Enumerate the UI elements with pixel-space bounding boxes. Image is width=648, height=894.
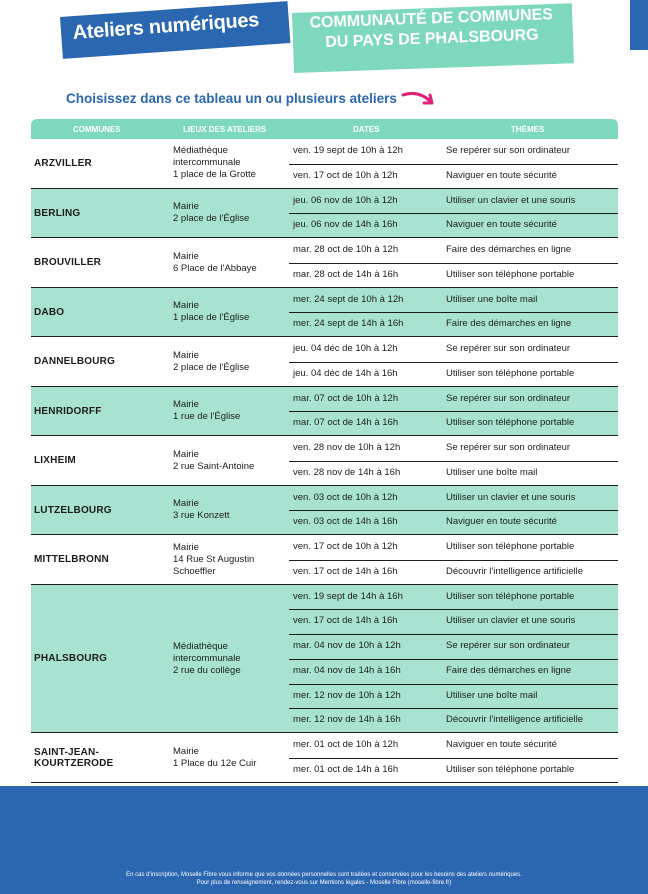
session-row: [289, 659, 618, 683]
session-row: [289, 387, 618, 411]
session-theme: Naviguer en toute sécurité: [446, 739, 557, 750]
session-row: [289, 733, 618, 757]
commune-name: [34, 288, 169, 338]
session-theme: Utiliser une boîte mail: [446, 466, 538, 478]
commune-name: [34, 535, 169, 585]
lieu-address: [173, 387, 293, 437]
session-date: ven. 17 oct de 14h à 16h: [293, 615, 398, 627]
session-theme: Se repérer sur son ordinateur: [446, 640, 571, 651]
lieu-label: Mairie 14 Rue St Augustin Schoeffler: [173, 541, 255, 577]
session-theme: Naviguer en toute sécurité: [446, 516, 557, 528]
lieu-address: [173, 535, 293, 585]
session-theme: Utiliser son téléphone portable: [446, 590, 575, 602]
session-date: ven. 03 oct de 14h à 16h: [293, 516, 398, 528]
session-theme: Découvrir l'intelligence artificielle: [446, 714, 583, 726]
commune-name: [34, 139, 169, 189]
commune-name: [34, 238, 169, 288]
table-row-group: [31, 486, 618, 536]
session-date: mar. 04 nov de 10h à 12h: [293, 640, 401, 651]
session-row: [289, 312, 618, 336]
session-row: [289, 461, 618, 485]
session-theme: Utiliser son téléphone portable: [446, 541, 575, 552]
session-date: ven. 28 nov de 14h à 16h: [293, 466, 401, 478]
lieu-label: Mairie 1 place de l'Église: [173, 300, 250, 324]
session-date: mar. 28 oct de 14h à 16h: [293, 268, 399, 280]
session-row: [289, 609, 618, 633]
session-theme: Utiliser un clavier et une souris: [446, 615, 576, 627]
session-date: mer. 12 nov de 14h à 16h: [293, 714, 401, 726]
commune-label: LUTZELBOURG: [34, 504, 112, 516]
session-row: [289, 510, 618, 534]
lieu-label: Mairie 1 rue de l'Église: [173, 399, 241, 423]
session-row: [289, 337, 618, 361]
session-date: ven. 17 oct de 10h à 12h: [293, 169, 398, 181]
commune-label: SAINT-JEAN- KOURTZERODE: [34, 746, 114, 769]
session-row: [289, 708, 618, 732]
session-theme: Faire des démarches en ligne: [446, 318, 572, 330]
commune-name: [34, 733, 169, 783]
session-date: mer. 01 oct de 10h à 12h: [293, 739, 399, 750]
commune-label: DANNELBOURG: [34, 356, 116, 368]
session-row: [289, 362, 618, 386]
session-theme: Utiliser un clavier et une souris: [446, 491, 576, 503]
lieu-address: [173, 139, 293, 189]
session-row: [289, 436, 618, 460]
table-row-group: [31, 189, 618, 239]
row-divider: [31, 782, 618, 783]
session-date: mer. 12 nov de 10h à 12h: [293, 689, 401, 701]
footer-notice: [40, 871, 608, 887]
session-theme: Utiliser une boîte mail: [446, 293, 538, 305]
lieu-label: Mairie 2 place de l'Église: [173, 349, 250, 373]
session-date: ven. 19 sept de 10h à 12h: [293, 145, 403, 156]
lieu-address: [173, 436, 293, 486]
session-theme: Faire des démarches en ligne: [446, 244, 572, 255]
commune-name: [34, 436, 169, 486]
session-date: mer. 01 oct de 14h à 16h: [293, 763, 399, 775]
session-theme: Utiliser une boîte mail: [446, 689, 538, 701]
session-row: [289, 560, 618, 584]
footer-line-1: En cas d'inscription, Moselle Fibre vous informe que vos données personnelles sont traitées et conservées pour les besoins des ateliers numériques.: [126, 872, 522, 878]
session-theme: Se repérer sur son ordinateur: [446, 145, 571, 156]
session-theme: Se repérer sur son ordinateur: [446, 343, 571, 354]
session-date: ven. 19 sept de 14h à 16h: [293, 590, 403, 602]
lieu-address: [173, 486, 293, 536]
session-row: [289, 411, 618, 435]
session-date: mer. 24 sept de 10h à 12h: [293, 293, 404, 305]
session-row: [289, 758, 618, 782]
lieu-label: Mairie 6 Place de l'Abbaye: [173, 250, 257, 274]
table-row-group: [31, 238, 618, 288]
table-row-group: [31, 139, 618, 189]
session-theme: Faire des démarches en ligne: [446, 664, 572, 676]
session-date: ven. 17 oct de 10h à 12h: [293, 541, 398, 552]
table-row-group: [31, 387, 618, 437]
session-date: ven. 17 oct de 14h à 16h: [293, 565, 398, 577]
lieu-label: Mairie 2 rue Saint-Antoine: [173, 448, 255, 472]
session-date: ven. 28 nov de 10h à 12h: [293, 442, 401, 453]
subtitle: Choisissez dans ce tableau un ou plusieurs ateliers: [66, 91, 397, 106]
commune-name: [34, 337, 169, 387]
session-date: mar. 04 nov de 14h à 16h: [293, 664, 401, 676]
commune-name: [34, 486, 169, 536]
session-date: jeu. 06 nov de 14h à 16h: [293, 219, 398, 231]
commune-label: BROUVILLER: [34, 257, 101, 269]
session-row: [289, 164, 618, 188]
col-header-lieux: LIEUX DES ATELIERS: [183, 125, 267, 134]
session-theme: Découvrir l'intelligence artificielle: [446, 565, 583, 577]
session-row: [289, 238, 618, 262]
commune-name: [34, 585, 169, 734]
col-header-themes: THÈMES: [511, 125, 545, 134]
session-row: [289, 535, 618, 559]
session-date: jeu. 04 déc de 14h à 16h: [293, 367, 398, 379]
lieu-address: [173, 288, 293, 338]
table-row-group: [31, 733, 618, 783]
session-row: [289, 213, 618, 237]
lieu-label: Mairie 2 place de l'Église: [173, 201, 250, 225]
commune-label: BERLING: [34, 207, 81, 219]
lieu-label: Médiathèque intercommunale 1 place de la Grotte: [173, 145, 256, 180]
session-theme: Utiliser son téléphone portable: [446, 763, 575, 775]
session-theme: Utiliser son téléphone portable: [446, 268, 575, 280]
commune-label: DABO: [34, 306, 65, 318]
session-date: mer. 24 sept de 14h à 16h: [293, 318, 404, 330]
col-header-dates: DATES: [353, 125, 380, 134]
org-name-line1: COMMUNAUTÉ DE COMMUNES: [309, 6, 554, 32]
curved-arrow-icon: [400, 89, 440, 109]
lieu-address: [173, 733, 293, 783]
table-row-group: [31, 535, 618, 585]
session-row: [289, 585, 618, 609]
commune-label: HENRIDORFF: [34, 405, 102, 417]
session-date: mar. 07 oct de 10h à 12h: [293, 392, 399, 404]
table-row-group: [31, 436, 618, 486]
commune-name: [34, 387, 169, 437]
session-row: [289, 189, 618, 213]
session-date: jeu. 04 déc de 10h à 12h: [293, 343, 398, 354]
session-row: [289, 139, 618, 163]
corner-strip: [630, 0, 648, 50]
table-row-group: [31, 288, 618, 338]
lieu-label: Mairie 1 Place du 12e Cuir: [173, 745, 257, 769]
commune-label: MITTELBRONN: [34, 554, 109, 566]
org-name-line2: DU PAYS DE PHALSBOURG: [325, 26, 539, 52]
lieu-label: Mairie 3 rue Konzett: [173, 498, 230, 522]
lieu-address: [173, 585, 293, 734]
session-row: [289, 486, 618, 510]
session-date: ven. 03 oct de 10h à 12h: [293, 491, 398, 503]
table-row-group: [31, 585, 618, 734]
lieu-address: [173, 238, 293, 288]
session-row: [289, 634, 618, 658]
footer-line-2: Pour plus de renseignement, rendez-vous sur Mentions légales - Moselle Fibre (moselle-fibre.fr): [196, 880, 452, 886]
table-row-group: [31, 337, 618, 387]
session-theme: Se repérer sur son ordinateur: [446, 442, 571, 453]
session-theme: Naviguer en toute sécurité: [446, 169, 557, 181]
lieu-address: [173, 337, 293, 387]
session-date: mar. 28 oct de 10h à 12h: [293, 244, 399, 255]
session-row: [289, 684, 618, 708]
session-row: [289, 263, 618, 287]
session-theme: Utiliser son téléphone portable: [446, 417, 575, 429]
col-header-communes: COMMUNES: [73, 125, 121, 134]
page-title: Ateliers numériques: [72, 8, 260, 44]
commune-label: LIXHEIM: [34, 455, 76, 467]
commune-name: [34, 189, 169, 239]
session-row: [289, 288, 618, 312]
session-date: mar. 07 oct de 14h à 16h: [293, 417, 399, 429]
session-date: jeu. 06 nov de 10h à 12h: [293, 194, 398, 206]
table-header: [31, 119, 618, 139]
session-theme: Utiliser son téléphone portable: [446, 367, 575, 379]
lieu-address: [173, 189, 293, 239]
lieu-label: Médiathèque intercommunale 2 rue du collège: [173, 640, 241, 676]
session-theme: Utiliser un clavier et une souris: [446, 194, 576, 206]
commune-label: PHALSBOURG: [34, 653, 108, 665]
session-theme: Naviguer en toute sécurité: [446, 219, 557, 231]
session-theme: Se repérer sur son ordinateur: [446, 392, 571, 404]
commune-label: ARZVILLER: [34, 158, 92, 170]
